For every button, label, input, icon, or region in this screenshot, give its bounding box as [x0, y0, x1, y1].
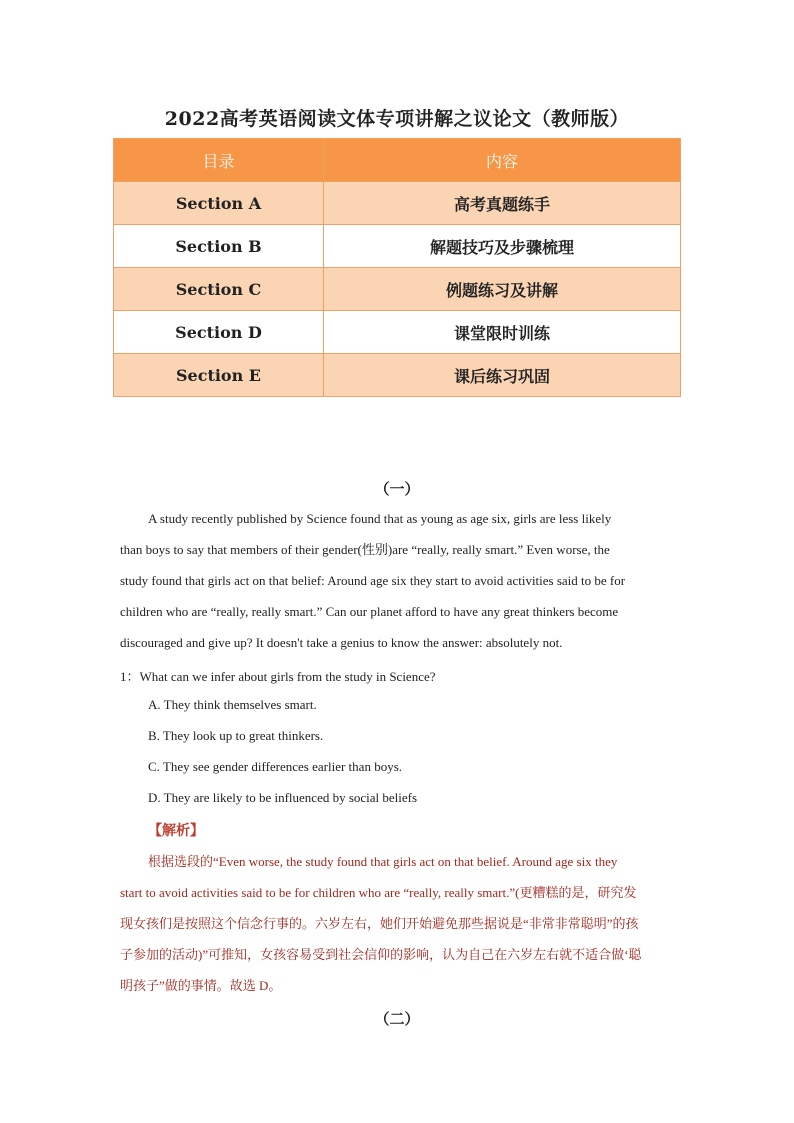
- analysis-line: 根据选段的“Even worse, the study found that girls act on that belief. Around age six they: [148, 854, 618, 869]
- table-row: [114, 182, 681, 225]
- table-header-cell: 内容: [324, 139, 681, 182]
- section-cell: Section E: [114, 354, 324, 397]
- section-cell: Section D: [114, 311, 324, 354]
- passage-line: discouraged and give up? It doesn't take a genius to know the answer: absolutely not.: [120, 635, 563, 650]
- option-a: A. They think themselves smart.: [148, 697, 317, 712]
- option-d: D. They are likely to be influenced by social beliefs: [148, 790, 418, 805]
- section-cell: Section B: [114, 225, 324, 268]
- section-cell: Section C: [114, 268, 324, 311]
- passage: [120, 503, 674, 658]
- question: 1：What can we infer about girls from the study in Science?: [120, 669, 436, 684]
- passage-line: study found that girls act on that belief: Around age six they start to avoid activities said to be for: [120, 573, 626, 588]
- analysis-label: 【解析】: [148, 823, 204, 839]
- analysis: [120, 846, 676, 1001]
- content-cell: 课堂限时训练: [324, 311, 681, 354]
- content-cell: 例题练习及讲解: [324, 268, 681, 311]
- option-c: C. They see gender differences earlier than boys.: [148, 759, 403, 774]
- passage-line: children who are “really, really smart.” Can our planet afford to have any great thinkers become: [120, 604, 619, 619]
- table-row: [114, 268, 681, 311]
- table-header-row: [114, 139, 681, 182]
- table-header-cell: 目录: [114, 139, 324, 182]
- page-title: 2022高考英语阅读文体专项讲解之议论文（教师版）: [164, 108, 630, 130]
- contents-table: [113, 138, 681, 397]
- section-cell: Section A: [114, 182, 324, 225]
- table-row: [114, 311, 681, 354]
- content-cell: 高考真题练手: [324, 182, 681, 225]
- content-cell: 课后练习巩固: [324, 354, 681, 397]
- content-cell: 解题技巧及步骤梳理: [324, 225, 681, 268]
- analysis-line: 明孩子”做的事情。故选 D。: [120, 978, 282, 993]
- analysis-line: start to avoid activities said to be for children who are “really, really smart.”(更糟糕的是，研究发: [120, 885, 637, 900]
- part-two-label: （二）: [374, 1010, 420, 1028]
- table-row: [114, 354, 681, 397]
- analysis-line: 子参加的活动)”可推知，女孩容易受到社会信仰的影响，认为自己在六岁左右就不适合做‘聪: [120, 947, 642, 962]
- passage-line: than boys to say that members of their gender(性别)are “really, really smart.” Even worse, the: [120, 542, 610, 557]
- table-row: [114, 225, 681, 268]
- option-b: B. They look up to great thinkers.: [148, 728, 324, 743]
- analysis-line: 现女孩们是按照这个信念行事的。六岁左右，她们开始避免那些据说是“非常非常聪明”的孩: [120, 916, 639, 931]
- passage-line: A study recently published by Science found that as young as age six, girls are less likely: [148, 511, 612, 526]
- part-one-label: （一）: [374, 480, 420, 498]
